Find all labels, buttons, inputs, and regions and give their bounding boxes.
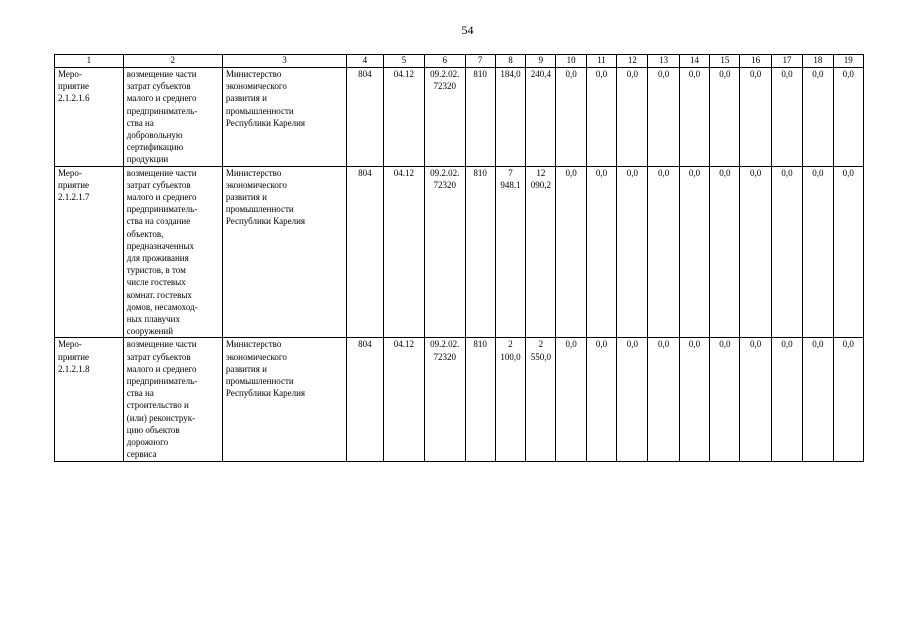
csr-cell bbox=[425, 68, 465, 167]
value-cell-16: 0,0 bbox=[740, 338, 771, 461]
executor-cell bbox=[222, 166, 346, 338]
value-cell-8 bbox=[495, 68, 525, 167]
cell-line: 09.2.02. bbox=[430, 69, 460, 79]
cell-line: затрат субъектов bbox=[126, 179, 191, 190]
cell-line: промышленности bbox=[225, 204, 294, 215]
cell-line: числе гостевых bbox=[126, 277, 186, 288]
value-cell-12: 0,0 bbox=[617, 338, 648, 461]
value-cell-17: 0,0 bbox=[771, 338, 802, 461]
value-cell-10: 0,0 bbox=[556, 68, 586, 167]
description-cell bbox=[123, 166, 222, 338]
value-cell-17: 0,0 bbox=[771, 68, 802, 167]
column-number-15: 15 bbox=[710, 55, 740, 68]
value-cell-9 bbox=[526, 68, 556, 167]
vr-cell: 810 bbox=[465, 338, 495, 461]
cell-line: Министерство bbox=[225, 339, 282, 350]
cell-line: предприниматель- bbox=[126, 105, 198, 116]
cell-line: туристов, в том bbox=[126, 265, 186, 276]
cell-line: ства на bbox=[126, 388, 154, 399]
cell-line: 2 bbox=[508, 339, 513, 350]
column-number-9: 9 bbox=[526, 55, 556, 68]
value-cell-8 bbox=[495, 338, 525, 461]
cell-line: сооружений bbox=[126, 326, 174, 337]
vr-cell: 810 bbox=[465, 68, 495, 167]
column-number-18: 18 bbox=[803, 55, 833, 68]
cell-line: 09.2.02. bbox=[430, 167, 460, 178]
value-cell-11: 0,0 bbox=[586, 68, 616, 167]
cell-line: развития и bbox=[225, 93, 267, 104]
cell-line: предназначенных bbox=[126, 240, 195, 251]
grbs-cell: 804 bbox=[347, 68, 383, 167]
cell-line: экономического bbox=[225, 351, 287, 362]
activity-cell bbox=[55, 338, 124, 461]
value-cell-18: 0,0 bbox=[803, 338, 833, 461]
column-number-14: 14 bbox=[679, 55, 709, 68]
cell-line: 12 bbox=[536, 167, 546, 178]
cell-line: приятие bbox=[58, 351, 90, 362]
value-cell-18: 0,0 bbox=[803, 166, 833, 338]
activity-cell bbox=[55, 68, 124, 167]
cell-line: 2.1.2.1.8 bbox=[58, 363, 90, 374]
table-row bbox=[55, 338, 864, 461]
cell-line: Республики Карелия bbox=[225, 117, 306, 128]
cell-line: Республики Карелия bbox=[225, 216, 306, 227]
cell-line: затрат субъектов bbox=[126, 81, 191, 92]
cell-line: 550,0 bbox=[530, 351, 551, 362]
value-cell-11: 0,0 bbox=[586, 166, 616, 338]
value-cell-11: 0,0 bbox=[586, 338, 616, 461]
cell-line: (или) реконструк- bbox=[126, 412, 196, 423]
budget-table bbox=[54, 54, 864, 462]
value-cell-13: 0,0 bbox=[648, 338, 679, 461]
column-number-19: 19 bbox=[833, 55, 864, 68]
table-header-row bbox=[55, 55, 864, 68]
rzpr-cell: 04.12 bbox=[383, 68, 424, 167]
value-cell-10: 0,0 bbox=[556, 166, 586, 338]
cell-line: 72320 bbox=[433, 179, 457, 190]
cell-line: ных плавучих bbox=[126, 314, 180, 325]
cell-line: затрат субъектов bbox=[126, 351, 191, 362]
cell-line: для проживания bbox=[126, 253, 189, 264]
cell-line: строительство и bbox=[126, 400, 189, 411]
executor-cell bbox=[222, 68, 346, 167]
column-number-6: 6 bbox=[425, 55, 465, 68]
description-cell bbox=[123, 68, 222, 167]
cell-line: цию объектов bbox=[126, 424, 180, 435]
cell-line: 2.1.2.1.6 bbox=[58, 93, 90, 104]
cell-line: Меро- bbox=[58, 339, 82, 350]
value-cell-10: 0,0 bbox=[556, 338, 586, 461]
cell-line: 72320 bbox=[433, 81, 457, 92]
cell-line: Меро- bbox=[58, 69, 82, 79]
cell-line: 7 bbox=[508, 167, 513, 178]
column-number-3: 3 bbox=[222, 55, 346, 68]
cell-line: комнат. гостевых bbox=[126, 289, 192, 300]
cell-line: 240,4 bbox=[530, 69, 551, 79]
cell-line: 72320 bbox=[433, 351, 457, 362]
csr-cell bbox=[425, 166, 465, 338]
csr-cell bbox=[425, 338, 465, 461]
table-row bbox=[55, 166, 864, 338]
value-cell-14: 0,0 bbox=[679, 338, 709, 461]
cell-line: малого и среднего bbox=[126, 363, 197, 374]
value-cell-12: 0,0 bbox=[617, 166, 648, 338]
cell-line: развития и bbox=[225, 363, 267, 374]
cell-line: возмещение части bbox=[126, 69, 197, 79]
cell-line: Министерство bbox=[225, 167, 282, 178]
column-number-13: 13 bbox=[648, 55, 679, 68]
cell-line: сервиса bbox=[126, 449, 157, 460]
rzpr-cell: 04.12 bbox=[383, 338, 424, 461]
value-cell-14: 0,0 bbox=[679, 68, 709, 167]
column-number-12: 12 bbox=[617, 55, 648, 68]
activity-cell bbox=[55, 166, 124, 338]
cell-line: домов, несамоход- bbox=[126, 301, 198, 312]
value-cell-18: 0,0 bbox=[803, 68, 833, 167]
cell-line: экономического bbox=[225, 179, 287, 190]
cell-line: предприниматель- bbox=[126, 376, 198, 387]
cell-line: экономического bbox=[225, 81, 287, 92]
value-cell-9 bbox=[526, 338, 556, 461]
cell-line: промышленности bbox=[225, 376, 294, 387]
description-cell bbox=[123, 338, 222, 461]
executor-cell bbox=[222, 338, 346, 461]
column-number-2: 2 bbox=[123, 55, 222, 68]
value-cell-15: 0,0 bbox=[710, 68, 740, 167]
cell-line: ства на создание bbox=[126, 216, 191, 227]
value-cell-19: 0,0 bbox=[833, 338, 864, 461]
cell-line: Министерство bbox=[225, 69, 282, 79]
column-number-11: 11 bbox=[586, 55, 616, 68]
value-cell-19: 0,0 bbox=[833, 166, 864, 338]
cell-line: ства на bbox=[126, 117, 154, 128]
cell-line: промышленности bbox=[225, 105, 294, 116]
cell-line: 090,2 bbox=[530, 179, 551, 190]
value-cell-16: 0,0 bbox=[740, 68, 771, 167]
cell-line: приятие bbox=[58, 81, 90, 92]
grbs-cell: 804 bbox=[347, 338, 383, 461]
cell-line: приятие bbox=[58, 179, 90, 190]
cell-line: сертификацию bbox=[126, 142, 184, 153]
column-number-5: 5 bbox=[383, 55, 424, 68]
cell-line: возмещение части bbox=[126, 167, 197, 178]
value-cell-13: 0,0 bbox=[648, 166, 679, 338]
rzpr-cell: 04.12 bbox=[383, 166, 424, 338]
column-number-4: 4 bbox=[347, 55, 383, 68]
table-row bbox=[55, 68, 864, 167]
value-cell-15: 0,0 bbox=[710, 338, 740, 461]
column-number-17: 17 bbox=[771, 55, 802, 68]
cell-line: 100,0 bbox=[500, 351, 521, 362]
cell-line: малого и среднего bbox=[126, 192, 197, 203]
cell-line: 2 bbox=[538, 339, 544, 350]
cell-line: малого и среднего bbox=[126, 93, 197, 104]
cell-line: развития и bbox=[225, 192, 267, 203]
column-number-10: 10 bbox=[556, 55, 586, 68]
value-cell-16: 0,0 bbox=[740, 166, 771, 338]
value-cell-15: 0,0 bbox=[710, 166, 740, 338]
cell-line: 184,0 bbox=[500, 69, 521, 79]
cell-line: Меро- bbox=[58, 167, 82, 178]
column-number-1: 1 bbox=[55, 55, 124, 68]
cell-line: 2.1.2.1.7 bbox=[58, 192, 90, 203]
value-cell-19: 0,0 bbox=[833, 68, 864, 167]
grbs-cell: 804 bbox=[347, 166, 383, 338]
cell-line: дорожного bbox=[126, 437, 169, 448]
cell-line: продукции bbox=[126, 154, 169, 165]
page-number: 54 bbox=[461, 23, 474, 37]
value-cell-13: 0,0 bbox=[648, 68, 679, 167]
value-cell-12: 0,0 bbox=[617, 68, 648, 167]
cell-line: объектов, bbox=[126, 228, 164, 239]
value-cell-17: 0,0 bbox=[771, 166, 802, 338]
cell-line: 948.1 bbox=[500, 179, 521, 190]
cell-line: предприниматель- bbox=[126, 204, 198, 215]
column-number-7: 7 bbox=[465, 55, 495, 68]
vr-cell: 810 bbox=[465, 166, 495, 338]
column-number-16: 16 bbox=[740, 55, 771, 68]
cell-line: возмещение части bbox=[126, 339, 197, 350]
value-cell-9 bbox=[526, 166, 556, 338]
value-cell-14: 0,0 bbox=[679, 166, 709, 338]
cell-line: 09.2.02. bbox=[430, 339, 460, 350]
value-cell-8 bbox=[495, 166, 525, 338]
cell-line: добровольную bbox=[126, 130, 183, 141]
column-number-8: 8 bbox=[495, 55, 525, 68]
cell-line: Республики Карелия bbox=[225, 388, 306, 399]
